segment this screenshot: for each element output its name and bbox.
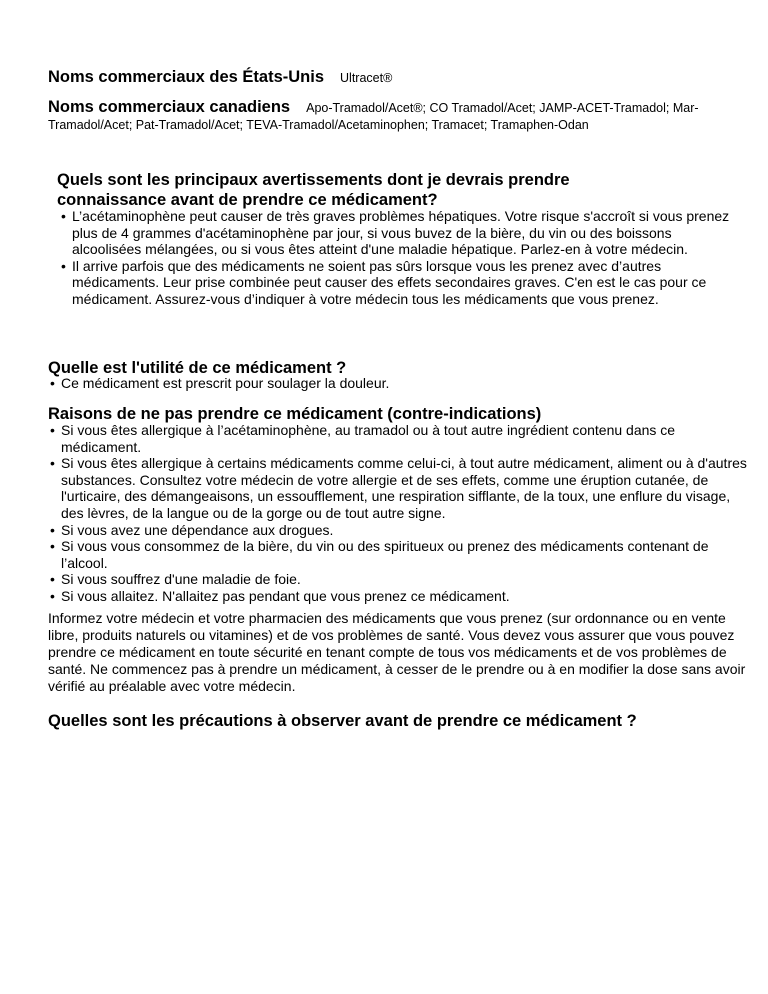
warnings-list [59, 208, 731, 308]
canada-brand-value: Apo-Tramadol/Acet®; CO Tramadol/Acet; JAMP-ACET-Tramadol; Mar-Tramadol/Acet; Pat-Tramadol/Acet; TEVA-Tramadol/Acetaminophen; Tramacet; Tramaphen-Odan [48, 101, 699, 132]
contraindications-paragraph: Informez votre médecin et votre pharmacien des médicaments que vous prenez (sur ordonnance ou en vente libre, produits naturels ou vitamines) et de vos problèmes de santé. Vous devez vous assurer que vous pouvez prendre ce médicament en toute sécurité en tenant compte de tous vos médicaments et de vos problèmes de santé. Ne commencez pas à prendre un médicament, à cesser de le prendre ou à en modifier la dose sans avoir vérifié au préalable avec votre médecin. [48, 610, 746, 694]
us-brand-label: Noms commerciaux des États-Unis [48, 68, 325, 86]
canada-brand-names [48, 97, 728, 133]
list-item: • Si vous allaitez. N'allaitez pas pendant que vous prenez ce médicament. [48, 588, 748, 605]
list-item: • Si vous êtes allergique à l’acétaminophène, au tramadol ou à tout autre ingrédient contenu dans ce médicament. [48, 422, 748, 455]
canada-brand-label: Noms commerciaux canadiens [48, 98, 291, 116]
us-brand-value: Ultracet® [340, 71, 393, 85]
list-item: • L’acétaminophène peut causer de très graves problèmes hépatiques. Votre risque s'accroît si vous prenez plus de 4 grammes d'acétaminophène par jour, si vous buvez de la bière, du vin ou des boissons alcoolisées mélangées, ou si vous êtes atteint d'une maladie hépatique. Parlez-en à votre médecin. [59, 208, 731, 258]
list-item: • Si vous avez une dépendance aux drogues. [48, 522, 748, 539]
contraindications-title: Raisons de ne pas prendre ce médicament (contre-indications) [48, 405, 542, 423]
contraindications-list [48, 422, 748, 605]
list-item: • Si vous êtes allergique à certains médicaments comme celui-ci, à tout autre médicament, aliment ou à d'autres substances. Consultez votre médecin de votre allergie et de ses effets, comme une éruption cutanée, de l'urticaire, des démangeaisons, un essoufflement, une respiration sifflante, de la toux, une enflure du visage, des lèvres, de la langue ou de la gorge ou de tout autre signe. [48, 455, 748, 521]
usage-list [48, 375, 738, 392]
list-item: • Si vous vous consommez de la bière, du vin ou des spiritueux ou prenez des médicaments contenant de l’alcool. [48, 538, 748, 571]
list-item: • Ce médicament est prescrit pour soulager la douleur. [48, 375, 738, 392]
list-item: • Il arrive parfois que des médicaments ne soient pas sûrs lorsque vous les prenez avec d’autres médicaments. Leur prise combinée peut causer des effets secondaires graves. C'en est le cas pour ce médicament. Assurez-vous d’indiquer à votre médecin tous les médicaments que vous prenez. [59, 258, 731, 308]
list-item: • Si vous souffrez d'une maladie de foie. [48, 571, 748, 588]
precautions-title: Quelles sont les précautions à observer avant de prendre ce médicament ? [48, 712, 637, 730]
usage-title: Quelle est l'utilité de ce médicament ? [48, 359, 347, 377]
warnings-title: Quels sont les principaux avertissements dont je devrais prendre connaissance avant de prendre ce médicament? [57, 171, 570, 209]
us-brand-names [48, 68, 392, 87]
